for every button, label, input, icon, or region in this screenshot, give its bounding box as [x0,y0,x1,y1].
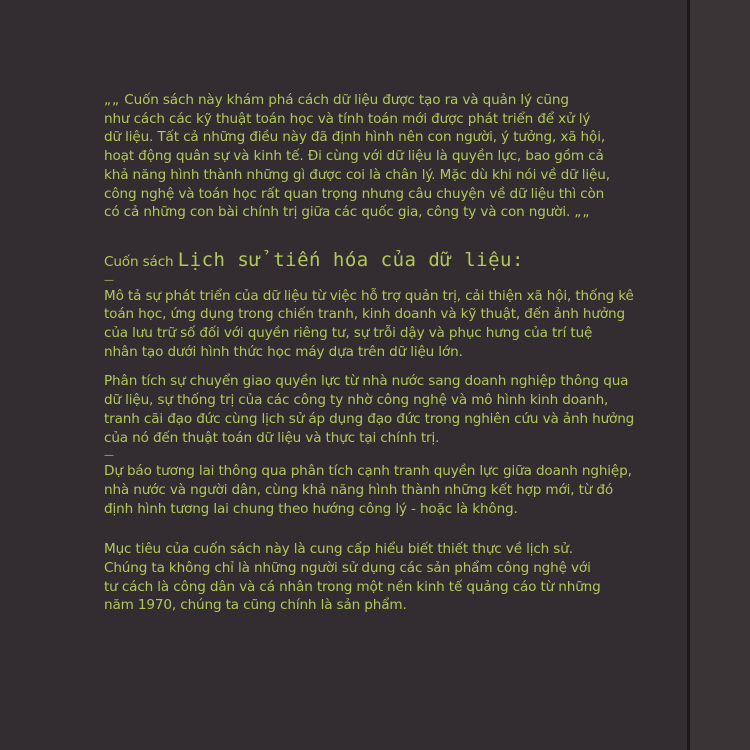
section-line: nhà nước và người dân, cùng khả năng hình thành những kết hợp mới, từ đó [104,481,614,498]
section-line: của lưu trữ số đối với quyền riêng tư, sự trỗi dậy và phục hưng của trí tuệ [104,325,593,342]
intro-line: khả năng hình thành những gì được coi là chân lý. Mặc dù khi nói về dữ liệu, [104,166,610,183]
section-line: Phân tích sự chuyển giao quyền lực từ nhà nước sang doanh nghiệp thông qua [104,373,629,390]
closing-line: năm 1970, chúng ta cũng chính là sản phẩm. [104,597,407,614]
section-line: nhân tạo dưới hình thức học máy dựa trên dữ liệu lớn. [104,343,463,360]
section-analyze [104,372,635,447]
book-heading [104,248,604,272]
section-line: dữ liệu, sự thống trị của các công ty nhờ công nghệ và mô hình kinh doanh, [104,392,609,409]
section-forecast [104,462,632,518]
intro-line: công nghệ và toán học rất quan trọng nhưng câu chuyện về dữ liệu thì còn [104,185,605,202]
intro-quote [104,91,610,222]
book-title: Lịch sử tiến hóa của dữ liệu: [177,248,524,271]
intro-line: dữ liệu. Tất cả những điều này đã định hình nên con người, ý tưởng, xã hội, [104,129,605,146]
closing-paragraph [104,540,604,615]
section-describe [104,287,634,362]
heading-prefix: Cuốn sách [104,253,174,270]
section-line: tranh cãi đạo đức cùng lịch sử áp dụng đạo đức trong nghiên cứu và ảnh hưởng [104,410,635,427]
intro-line: hoạt động quân sự và kinh tế. Đi cùng với dữ liệu là quyền lực, bao gồm cả [104,148,604,165]
intro-line: có cả những con bài chính trị giữa các quốc gia, công ty và con người. „„ [104,204,591,221]
section-line: định hình tương lai chung theo hướng công lý - hoặc là không. [104,500,518,517]
book-spine-edge [690,0,750,750]
closing-line: Mục tiêu của cuốn sách này là cung cấp hiểu biết thiết thực về lịch sử. [104,541,573,558]
section-line: Dự báo tương lai thông qua phân tích cạnh tranh quyền lực giữa doanh nghiệp, [104,463,632,480]
closing-line: Chúng ta không chỉ là những người sử dụng các sản phẩm công nghệ với [104,560,591,577]
section-line: toán học, ứng dụng trong chiến tranh, kinh doanh và kỹ thuật, đến ảnh hưởng [104,306,625,323]
close-quote-mark: „„ [574,204,591,221]
intro-line: như cách các kỹ thuật toán học và tính toán mới được phát triển để xử lý [104,110,591,127]
closing-line: tư cách là công dân và cá nhân trong một nền kinh tế quảng cáo từ những [104,578,601,595]
cover-text-block [104,91,635,615]
separator-dash: — [104,274,114,286]
open-quote-mark: „„ [104,92,121,108]
section-line: của nó đến thuật toán dữ liệu và thực tại chính trị. [104,429,440,446]
separator-dash: — [104,450,114,462]
section-line: Mô tả sự phát triển của dữ liệu từ việc hỗ trợ quản trị, cải thiện xã hội, thống kê [104,287,634,304]
intro-line: „„ Cuốn sách này khám phá cách dữ liệu được tạo ra và quản lý cũng [104,92,569,108]
